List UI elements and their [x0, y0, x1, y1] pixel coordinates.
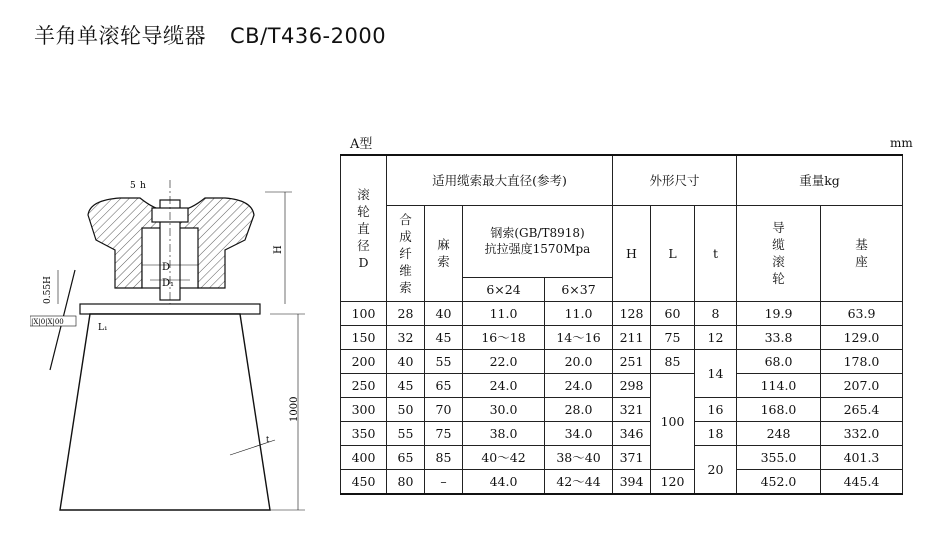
table-cell: –	[425, 469, 463, 494]
product-name: 羊角单滚轮导缆器	[34, 24, 206, 48]
page-title	[34, 20, 386, 50]
table-cell: 114.0	[737, 373, 821, 397]
spec-table	[340, 154, 903, 495]
table-cell: 346	[613, 421, 651, 445]
table-cell: 11.0	[545, 301, 613, 325]
header-base: 基座	[821, 205, 903, 301]
dim-D1: D₁	[162, 278, 175, 289]
table-cell: 80	[387, 469, 425, 494]
table-cell: 45	[387, 373, 425, 397]
dim-055H: 0.55H	[43, 276, 53, 304]
dim-H: H	[273, 245, 284, 254]
table-cell: 45	[425, 325, 463, 349]
dim-1000: 1000	[289, 396, 300, 422]
table-cell: 65	[425, 373, 463, 397]
header-hemp: 麻索	[425, 205, 463, 301]
table-cell: 65	[387, 445, 425, 469]
type-label: A型	[350, 137, 373, 152]
table-cell: 55	[425, 349, 463, 373]
table-cell: 60	[651, 301, 695, 325]
dim-t: t	[266, 435, 270, 444]
table-cell: 250	[341, 373, 387, 397]
table-cell: 33.8	[737, 325, 821, 349]
table-cell: 251	[613, 349, 651, 373]
table-cell: 248	[737, 421, 821, 445]
table-cell: 22.0	[463, 349, 545, 373]
header-steel	[463, 205, 613, 277]
pedestal-cone	[60, 314, 270, 510]
table-row	[341, 373, 903, 397]
table-cell: 70	[425, 397, 463, 421]
base-plate	[80, 304, 260, 314]
table-cell: 150	[341, 325, 387, 349]
table-cell: 40	[387, 349, 425, 373]
table-cell: 120	[651, 469, 695, 494]
merged-L-100: 100	[651, 373, 695, 469]
table-cell: 450	[341, 469, 387, 494]
table-cell: 168.0	[737, 397, 821, 421]
table-cell: 178.0	[821, 349, 903, 373]
header-t: t	[695, 205, 737, 301]
table-cell: 40～42	[463, 445, 545, 469]
table-cell: 63.9	[821, 301, 903, 325]
dim-h: h	[140, 181, 146, 191]
table-cell: 350	[341, 421, 387, 445]
dim-L1: L₁	[98, 323, 108, 333]
table-cell: 40	[425, 301, 463, 325]
table-cell: 11.0	[463, 301, 545, 325]
table-cell: 18	[695, 421, 737, 445]
table-cell: 128	[613, 301, 651, 325]
table-cell: 34.0	[545, 421, 613, 445]
table-row	[341, 397, 903, 421]
header-L: L	[651, 205, 695, 301]
table-cell: 300	[341, 397, 387, 421]
table-cell: 452.0	[737, 469, 821, 494]
header-rope-max: 适用缆索最大直径(参考)	[387, 155, 613, 205]
table-cell: 211	[613, 325, 651, 349]
table-cell: 28.0	[545, 397, 613, 421]
header-steel-6x24: 6×24	[463, 277, 545, 301]
table-cell: 28	[387, 301, 425, 325]
table-cell: 400	[341, 445, 387, 469]
table-cell: 68.0	[737, 349, 821, 373]
merged-t-14: 14	[695, 349, 737, 397]
table-cell: 394	[613, 469, 651, 494]
table-cell: 16	[695, 397, 737, 421]
unit-label: mm	[890, 136, 913, 150]
table-row	[341, 301, 903, 325]
table-cell: 321	[613, 397, 651, 421]
table-cell: 75	[425, 421, 463, 445]
table-cell: 100	[341, 301, 387, 325]
dim-D: D	[162, 262, 171, 273]
table-cell: 85	[651, 349, 695, 373]
header-diameter: 滚轮直径D	[341, 155, 387, 301]
header-steel-strength: 抗拉强度1570Mpa	[484, 242, 591, 256]
table-cell: 332.0	[821, 421, 903, 445]
table-cell: 207.0	[821, 373, 903, 397]
standard-code: CB/T436-2000	[230, 24, 387, 48]
table-cell: 30.0	[463, 397, 545, 421]
header-steel-std: 钢索(GB/T8918)	[490, 226, 585, 240]
table-cell: 24.0	[463, 373, 545, 397]
table-row	[341, 421, 903, 445]
table-cell: 50	[387, 397, 425, 421]
table-row	[341, 445, 903, 469]
table-cell: 14～16	[545, 325, 613, 349]
table-cell: 75	[651, 325, 695, 349]
table-cell: 371	[613, 445, 651, 469]
header-H: H	[613, 205, 651, 301]
table-cell: 20.0	[545, 349, 613, 373]
table-cell: 55	[387, 421, 425, 445]
table-cell: 38.0	[463, 421, 545, 445]
table-cell: 445.4	[821, 469, 903, 494]
header-steel-6x37: 6×37	[545, 277, 613, 301]
table-cell: 24.0	[545, 373, 613, 397]
table-row	[341, 349, 903, 373]
table-row	[341, 469, 903, 494]
table-cell: 85	[425, 445, 463, 469]
header-weight: 重量kg	[737, 155, 903, 205]
table-row	[341, 325, 903, 349]
table-cell: 401.3	[821, 445, 903, 469]
dim-s: 5	[130, 181, 136, 191]
table-cell: 16～18	[463, 325, 545, 349]
table-cell: 44.0	[463, 469, 545, 494]
header-synthetic: 合成纤维索	[387, 205, 425, 301]
table-cell: 8	[695, 301, 737, 325]
table-cell: 265.4	[821, 397, 903, 421]
table-cell: 200	[341, 349, 387, 373]
table-cell: 355.0	[737, 445, 821, 469]
table-cell: 298	[613, 373, 651, 397]
header-roller: 导缆滚轮	[737, 205, 821, 301]
table-cell: 42～44	[545, 469, 613, 494]
tolerance-frame: |X|0|X|00	[31, 318, 64, 326]
merged-t-20: 20	[695, 445, 737, 494]
table-cell: 38～40	[545, 445, 613, 469]
table-cell: 12	[695, 325, 737, 349]
table-cell: 32	[387, 325, 425, 349]
table-cell: 19.9	[737, 301, 821, 325]
header-dimensions: 外形尺寸	[613, 155, 737, 205]
fairlead-drawing	[30, 170, 310, 520]
table-cell: 129.0	[821, 325, 903, 349]
